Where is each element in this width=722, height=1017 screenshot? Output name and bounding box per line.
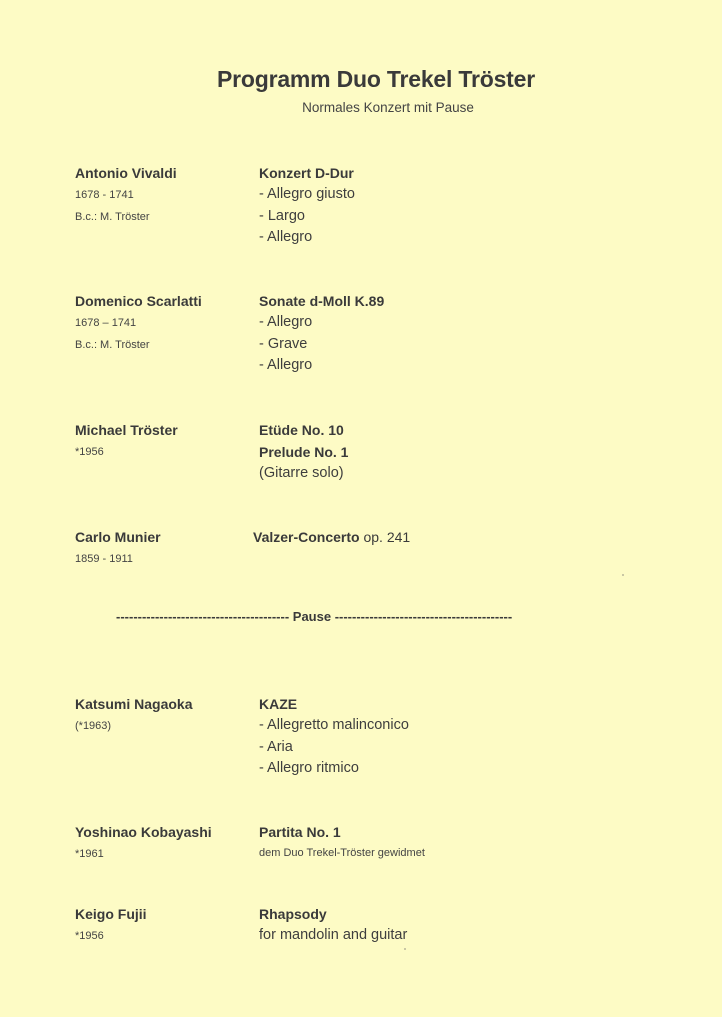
movement: - Allegro <box>259 314 313 330</box>
movement: - Allegro giusto <box>259 186 355 202</box>
page-subtitle: Normales Konzert mit Pause <box>302 100 474 115</box>
composer-name: Yoshinao Kobayashi <box>75 824 212 840</box>
work-block <box>253 526 410 548</box>
work-title: Etüde No. 10 <box>259 422 344 438</box>
composer-note: B.c.: M. Tröster <box>75 211 150 223</box>
work-block <box>259 419 348 485</box>
composer-dates: 1678 - 1741 <box>75 189 134 201</box>
work-note: (Gitarre solo) <box>259 465 344 481</box>
page-title: Programm Duo Trekel Tröster <box>217 66 535 92</box>
composer-name: Michael Tröster <box>75 422 178 438</box>
movement: - Grave <box>259 335 308 352</box>
work-title: Prelude No. 1 <box>259 444 349 460</box>
composer-dates: *1956 <box>75 930 104 942</box>
movement: - Aria <box>259 738 293 755</box>
composer-dates: 1859 - 1911 <box>75 553 133 565</box>
work-subtitle: for mandolin and guitar <box>259 927 408 943</box>
pause-divider: ---------------------------------------- Pause ----------------------------------------- <box>116 609 513 624</box>
composer-block <box>75 290 202 356</box>
composer-name: Carlo Munier <box>75 529 161 545</box>
work-title-line <box>253 526 410 548</box>
composer-dates: 1678 – 1741 <box>75 317 137 329</box>
work-block <box>259 162 355 249</box>
movement: - Allegro ritmico <box>259 760 359 776</box>
composer-block <box>75 903 147 947</box>
work-block <box>259 290 384 377</box>
work-title: Sonate d-Moll K.89 <box>259 293 385 309</box>
composer-name: Antonio Vivaldi <box>75 165 177 181</box>
scan-speck <box>622 574 624 576</box>
work-title: Rhapsody <box>259 906 327 922</box>
composer-dates: *1961 <box>75 848 104 860</box>
work-dedication: dem Duo Trekel-Tröster gewidmet <box>259 847 425 859</box>
work-block <box>259 693 409 780</box>
movement: - Allegro <box>259 357 313 373</box>
composer-block <box>75 526 161 570</box>
composer-block <box>75 162 177 228</box>
composer-dates: (*1963) <box>75 720 112 732</box>
movement: - Allegro <box>259 229 313 245</box>
work-title: Partita No. 1 <box>259 824 341 840</box>
work-title: Valzer-Concerto <box>253 529 360 545</box>
scan-speck <box>404 948 406 950</box>
composer-block <box>75 693 192 737</box>
composer-name: Domenico Scarlatti <box>75 293 202 309</box>
opus-number: op. 241 <box>359 529 411 545</box>
composer-name: Keigo Fujii <box>75 906 147 922</box>
composer-name: Katsumi Nagaoka <box>75 696 193 712</box>
composer-block <box>75 419 178 463</box>
work-title: Konzert D-Dur <box>259 165 354 181</box>
composer-note: B.c.: M. Tröster <box>75 339 150 351</box>
work-block <box>259 903 407 947</box>
composer-block <box>75 821 212 865</box>
work-block <box>259 821 425 863</box>
movement: - Allegretto malinconico <box>259 717 409 733</box>
composer-dates: *1956 <box>75 446 104 458</box>
work-title: KAZE <box>259 696 298 712</box>
movement: - Largo <box>259 207 305 224</box>
